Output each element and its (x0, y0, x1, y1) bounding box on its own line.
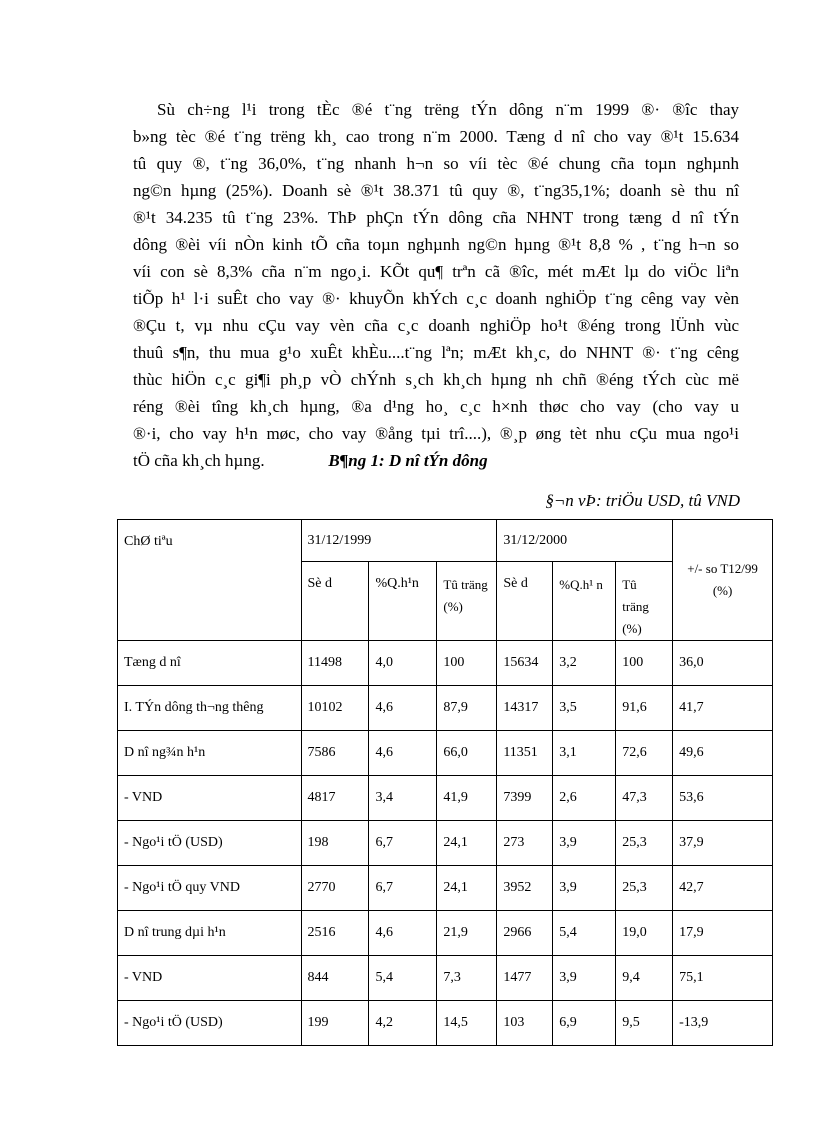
share-2000: 2,6 (553, 776, 616, 821)
change-pct: 42,7 (673, 866, 773, 911)
weight-1999: 100 (437, 641, 497, 686)
share-2000: 3,1 (553, 731, 616, 776)
amount-1999: 4817 (301, 776, 369, 821)
paragraph-line: ®¹t 34.235 tû t¨ng 23%. ThÞ phÇn tÝn dông cña NHNT trong tæng d nî tÝn (133, 208, 739, 227)
amount-1999: 198 (301, 821, 369, 866)
paragraph-line: ®·i, cho vay h¹n møc, cho vay ®ång tµi trî....), ®¸p øng tèt nhu cÇu mua ngo¹i (133, 424, 739, 443)
subheader-share: %Q.h¹ n (553, 562, 616, 641)
subheader-weight: Tû träng (%) (616, 562, 673, 641)
header-change: +/- so T12/99 (%) (673, 520, 773, 641)
amount-1999: 11498 (301, 641, 369, 686)
paragraph-line: b»ng tèc ®é t¨ng trëng kh¸ cao trong n¨m 2000. Tæng d nî cho vay ®¹t 15.634 (133, 127, 739, 146)
amount-1999: 2770 (301, 866, 369, 911)
change-pct: 17,9 (673, 911, 773, 956)
amount-2000: 15634 (497, 641, 553, 686)
change-pct: 37,9 (673, 821, 773, 866)
subheader-share: %Q.h¹n (369, 562, 437, 641)
table-caption: B¶ng 1: D nî tÝn dông (328, 451, 488, 470)
subheader-amount: Sè d (301, 562, 369, 641)
share-2000: 3,9 (553, 821, 616, 866)
change-pct: 41,7 (673, 686, 773, 731)
amount-2000: 3952 (497, 866, 553, 911)
amount-2000: 11351 (497, 731, 553, 776)
share-2000: 3,5 (553, 686, 616, 731)
change-pct: -13,9 (673, 1001, 773, 1046)
amount-2000: 7399 (497, 776, 553, 821)
amount-2000: 1477 (497, 956, 553, 1001)
change-pct: 36,0 (673, 641, 773, 686)
amount-1999: 199 (301, 1001, 369, 1046)
paragraph-line: víi con sè 8,3% cña n¨m ngo¸i. KÕt qu¶ trªn cã ®îc, mét mÆt lµ do viÖc liªn (133, 262, 739, 281)
paragraph-line: réng ®èi tîng kh¸ch hµng, ®a d¹ng ho¸ c¸c h×nh thøc cho vay (cho vay u (133, 397, 739, 416)
share-2000: 3,2 (553, 641, 616, 686)
weight-2000: 9,5 (616, 1001, 673, 1046)
amount-1999: 2516 (301, 911, 369, 956)
subheader-amount: Sè d (497, 562, 553, 641)
row-label: - Ngo¹i tÖ (USD) (118, 1001, 302, 1046)
weight-1999: 24,1 (437, 821, 497, 866)
table-row (118, 956, 773, 1001)
weight-1999: 41,9 (437, 776, 497, 821)
credit-table (117, 519, 773, 1046)
amount-2000: 103 (497, 1001, 553, 1046)
paragraph-line: dông ®èi víi nÒn kinh tÕ cña toµn nghµnh ng©n hµng ®¹t 8,8 % , t¨ng h¬n so (133, 235, 739, 254)
table-row (118, 821, 773, 866)
header-year-2000: 31/12/2000 (497, 520, 673, 562)
amount-2000: 2966 (497, 911, 553, 956)
table-row (118, 911, 773, 956)
share-2000: 5,4 (553, 911, 616, 956)
share-1999: 4,6 (369, 731, 437, 776)
table-row (118, 686, 773, 731)
share-2000: 6,9 (553, 1001, 616, 1046)
share-1999: 6,7 (369, 866, 437, 911)
header-year-1999: 31/12/1999 (301, 520, 497, 562)
share-1999: 5,4 (369, 956, 437, 1001)
paragraph-line: tiÕp h¹ l·i suÊt cho vay ®· khuyÕn khÝch c¸c doanh nghiÖp t¨ng cêng vay vèn (133, 289, 739, 308)
share-1999: 4,6 (369, 911, 437, 956)
share-1999: 4,2 (369, 1001, 437, 1046)
paragraph-line: tû quy ®, t¨ng 36,0%, t¨ng nhanh h¬n so víi tèc ®é chung cña toµn nghµnh (133, 154, 739, 173)
paragraph-line: tÖ cña kh¸ch hµng. (133, 451, 265, 470)
table-row (118, 1001, 773, 1046)
weight-2000: 47,3 (616, 776, 673, 821)
weight-1999: 7,3 (437, 956, 497, 1001)
amount-2000: 14317 (497, 686, 553, 731)
weight-2000: 91,6 (616, 686, 673, 731)
row-label: - VND (118, 956, 302, 1001)
weight-1999: 66,0 (437, 731, 497, 776)
unit-note: §¬n vÞ: triÖu USD, tû VND (545, 491, 740, 510)
share-1999: 3,4 (369, 776, 437, 821)
weight-2000: 100 (616, 641, 673, 686)
weight-2000: 72,6 (616, 731, 673, 776)
table-row (118, 776, 773, 821)
subheader-weight: Tû träng (%) (437, 562, 497, 641)
weight-1999: 21,9 (437, 911, 497, 956)
amount-2000: 273 (497, 821, 553, 866)
weight-2000: 9,4 (616, 956, 673, 1001)
paragraph-line: Sù ch÷ng l¹i trong tÈc ®é t¨ng trëng tÝn dông n¨m 1999 ®· ®îc thay (157, 100, 739, 119)
table-header-row (118, 520, 773, 562)
table-row (118, 866, 773, 911)
paragraph-line: thuû s¶n, thu mua g¹o xuÊt khÈu....t¨ng lªn; mÆt kh¸c, do NHNT ®· t¨ng cêng (133, 343, 739, 362)
weight-1999: 87,9 (437, 686, 497, 731)
share-2000: 3,9 (553, 956, 616, 1001)
row-label: D nî ng¾n h¹n (118, 731, 302, 776)
row-label: - Ngo¹i tÖ quy VND (118, 866, 302, 911)
paragraph-line: ®Çu t, vµ nhu cÇu vay vèn cña c¸c doanh nghiÖp ho¹t ®éng trong lÜnh vùc (133, 316, 739, 335)
change-pct: 75,1 (673, 956, 773, 1001)
change-pct: 49,6 (673, 731, 773, 776)
row-label: I. TÝn dông th¬ng thêng (118, 686, 302, 731)
paragraph-line: ng©n hµng (25%). Doanh sè ®¹t 38.371 tû quy ®, t¨ng35,1%; doanh sè thu nî (133, 181, 739, 200)
share-1999: 4,0 (369, 641, 437, 686)
weight-2000: 25,3 (616, 866, 673, 911)
weight-2000: 19,0 (616, 911, 673, 956)
table-row (118, 641, 773, 686)
share-2000: 3,9 (553, 866, 616, 911)
paragraph-line: thùc hiÖn c¸c gi¶i ph¸p vÒ chÝnh s¸ch kh¸ch hµng nh chñ ®éng tÝch cùc më (133, 370, 739, 389)
weight-1999: 14,5 (437, 1001, 497, 1046)
share-1999: 6,7 (369, 821, 437, 866)
weight-1999: 24,1 (437, 866, 497, 911)
row-label: D nî trung dµi h¹n (118, 911, 302, 956)
weight-2000: 25,3 (616, 821, 673, 866)
amount-1999: 844 (301, 956, 369, 1001)
row-label: - VND (118, 776, 302, 821)
amount-1999: 7586 (301, 731, 369, 776)
change-pct: 53,6 (673, 776, 773, 821)
table-row (118, 731, 773, 776)
amount-1999: 10102 (301, 686, 369, 731)
row-label: Tæng d nî (118, 641, 302, 686)
share-1999: 4,6 (369, 686, 437, 731)
row-label: - Ngo¹i tÖ (USD) (118, 821, 302, 866)
header-indicator: ChØ tiªu (118, 520, 302, 641)
body-paragraph (133, 96, 739, 474)
